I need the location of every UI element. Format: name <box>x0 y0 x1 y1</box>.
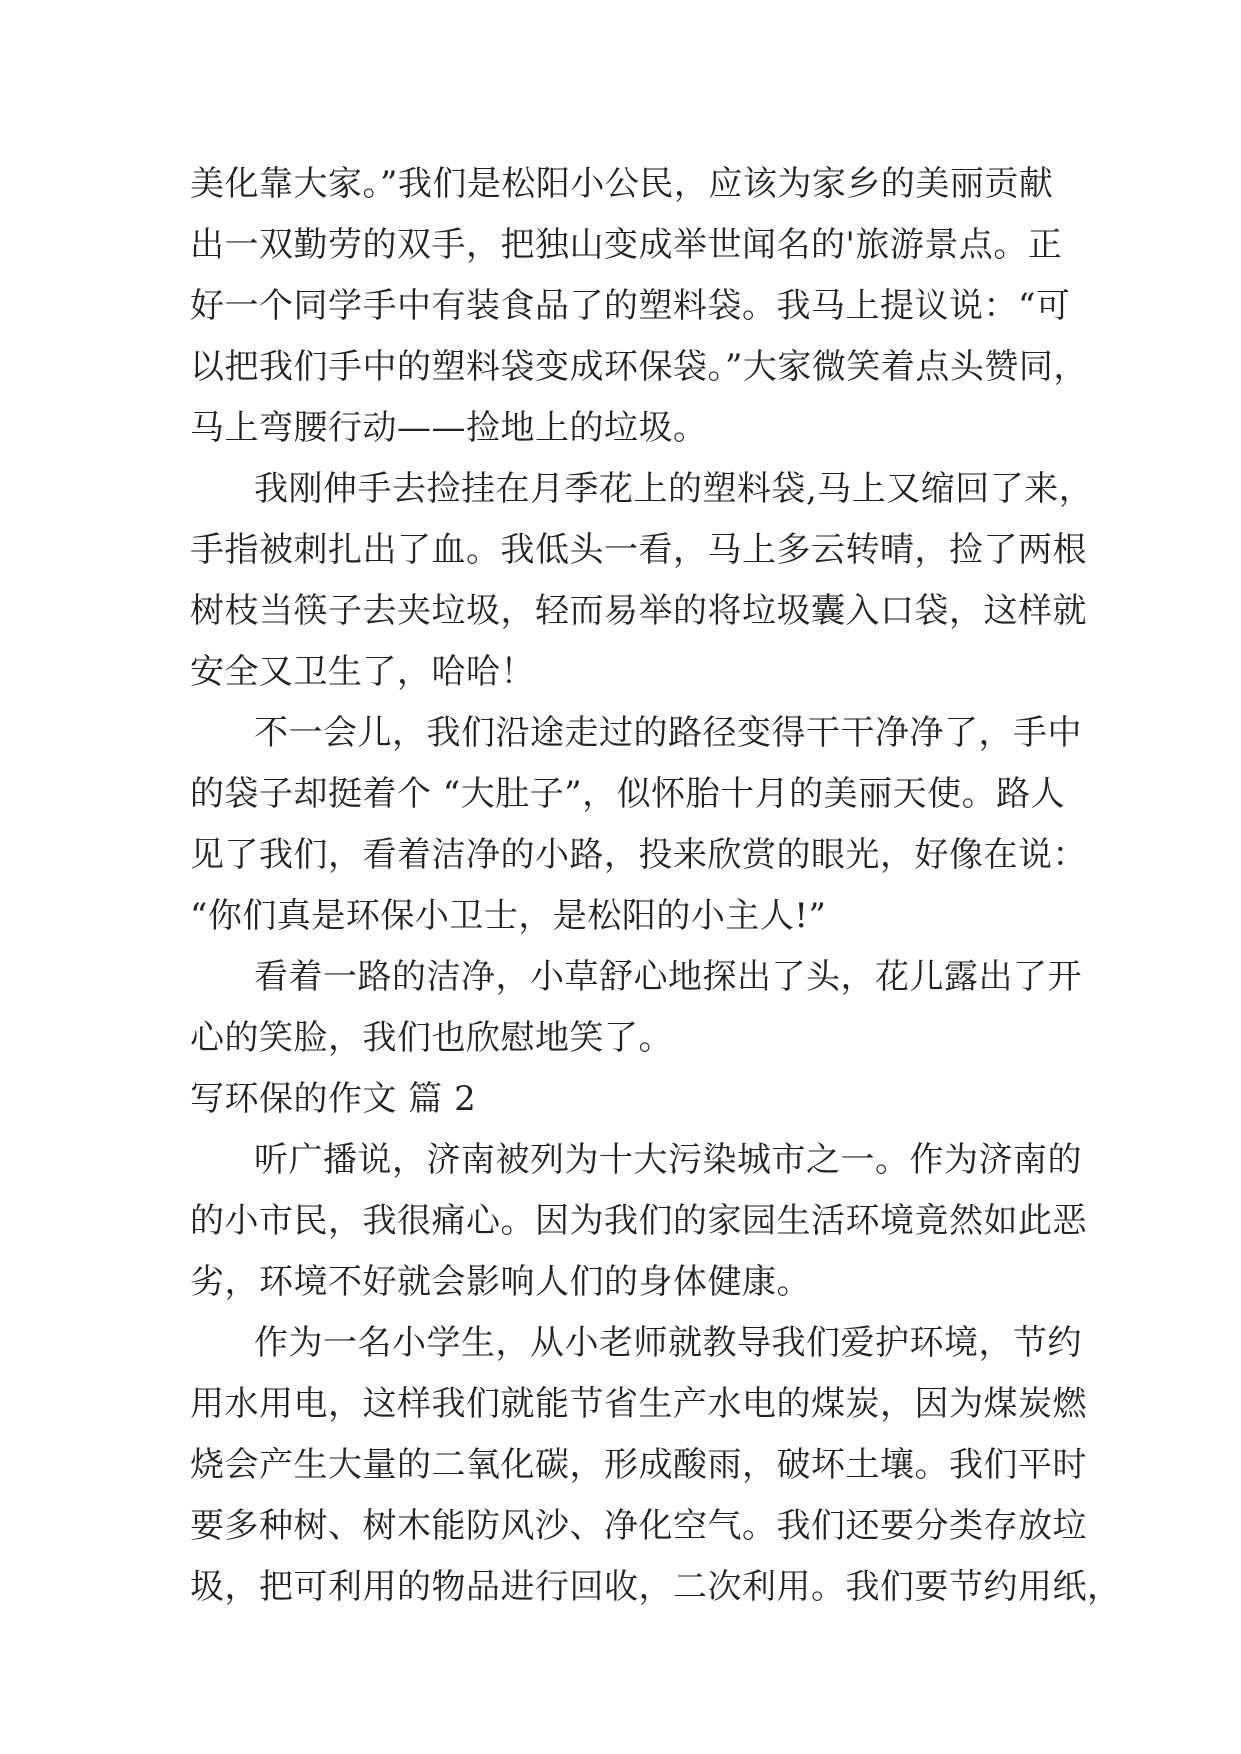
text-line: 美化靠大家。”我们是松阳小公民，应该为家乡的美丽贡献 <box>190 164 1054 204</box>
paragraph-start-line: 听广播说，济南被列为十大污染城市之一。作为济南的 <box>254 1140 1082 1180</box>
text-line: 要多种树、树木能防风沙、净化空气。我们还要分类存放垃 <box>190 1506 1087 1546</box>
text-line: 手指被刺扎出了血。我低头一看，马上多云转晴，捡了两根 <box>190 530 1087 570</box>
text-line: 马上弯腰行动——捡地上的垃圾。 <box>190 408 708 448</box>
text-line: 用水用电，这样我们就能节省生产水电的煤炭，因为煤炭燃 <box>190 1384 1087 1424</box>
text-line: 好一个同学手中有装食品了的塑料袋。我马上提议说：“可 <box>190 286 1071 326</box>
text-line: 见了我们，看着洁净的小路，投来欣赏的眼光，好像在说： <box>190 835 1087 875</box>
text-line: 以把我们手中的塑料袋变成环保袋。”大家微笑着点头赞同， <box>190 347 1088 387</box>
paragraph-start-line: 不一会儿，我们沿途走过的路径变得干干净净了，手中 <box>254 713 1082 753</box>
paragraph-start-line: 看着一路的洁净，小草舒心地探出了头，花儿露出了开 <box>254 957 1082 997</box>
text-line: 的小市民，我很痛心。因为我们的家园生活环境竟然如此恶 <box>190 1201 1087 1241</box>
text-line: 树枝当筷子去夹垃圾，轻而易举的将垃圾囊入口袋，这样就 <box>190 591 1087 631</box>
text-line: 劣，环境不好就会影响人们的身体健康。 <box>190 1262 811 1302</box>
paragraph-start-line: 我刚伸手去捡挂在月季花上的塑料袋,马上又缩回了来， <box>254 469 1094 509</box>
text-line: “你们真是环保小卫士，是松阳的小主人!” <box>190 896 827 936</box>
paragraph-start-line: 作为一名小学生，从小老师就教导我们爱护环境，节约 <box>254 1323 1082 1363</box>
text-line: 安全又卫生了，哈哈！ <box>190 652 535 692</box>
text-line: 出一双勤劳的双手，把独山变成举世闻名的'旅游景点。正 <box>190 225 1063 265</box>
text-line: 的袋子却挺着个 “大肚子”，似怀胎十月的美丽天使。路人 <box>190 774 1066 814</box>
text-line: 心的笑脸，我们也欣慰地笑了。 <box>190 1018 673 1058</box>
text-line: 圾，把可利用的物品进行回收，二次利用。我们要节约用纸， <box>190 1567 1122 1607</box>
essay-body <box>190 154 1122 1618</box>
text-line: 烧会产生大量的二氧化碳，形成酸雨，破坏土壤。我们平时 <box>190 1445 1087 1485</box>
section-heading: 写环保的作文 篇 2 <box>190 1079 477 1119</box>
